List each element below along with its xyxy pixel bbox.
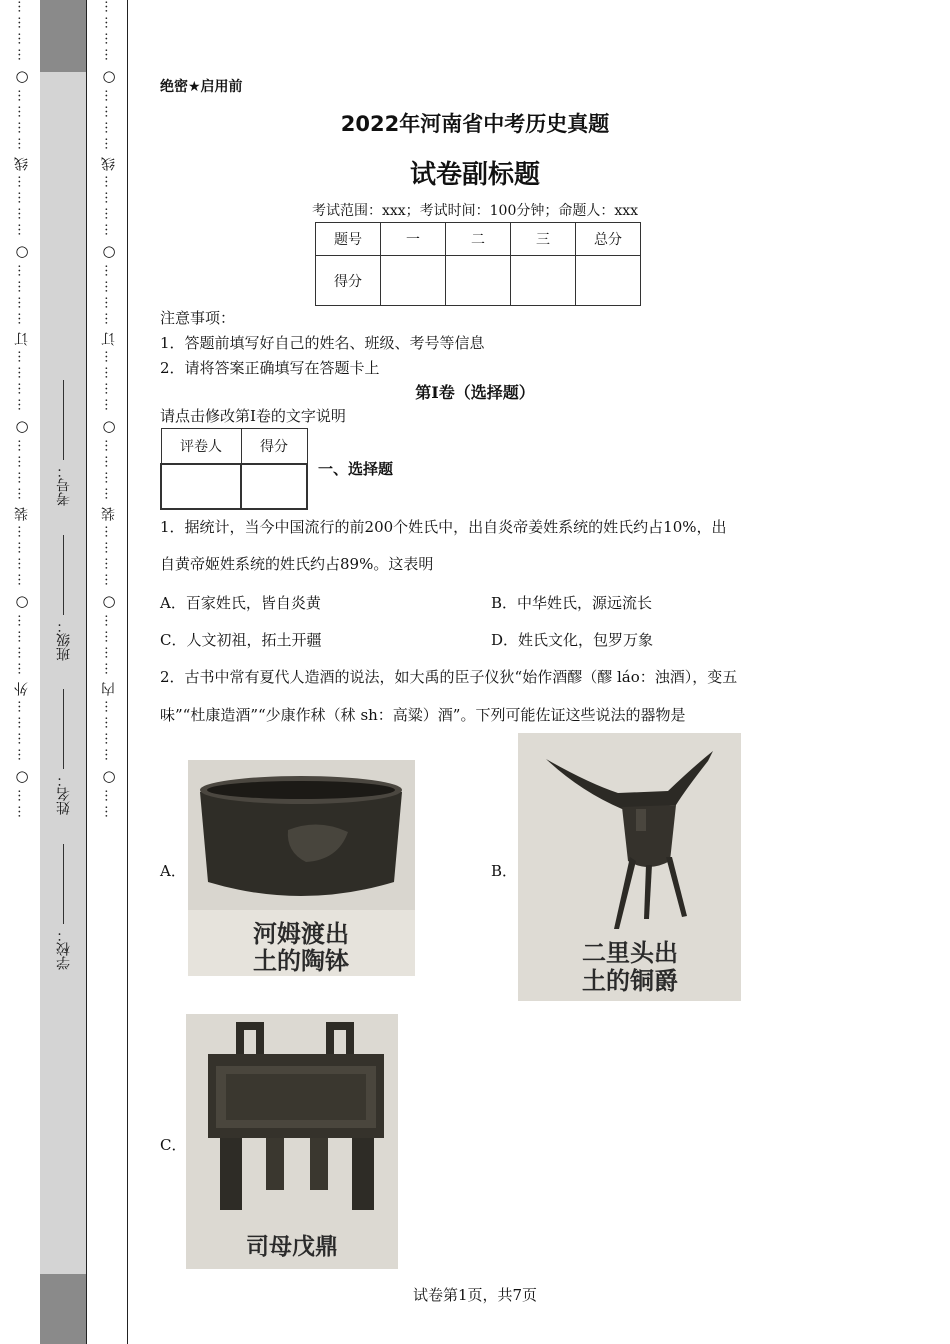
jue-caption-line-1: 二里头出	[582, 939, 678, 967]
dotted-line: …………	[14, 89, 30, 153]
score-cell[interactable]	[381, 256, 446, 306]
circle-mark: ○	[15, 767, 29, 785]
question-2-line-2: 味”“杜康造酒”“少康作秫（秫 sh：高粱）酒”。下列可能佐证这些说法的器物是	[160, 706, 686, 724]
pottery-bowl-photo[interactable]	[188, 760, 415, 976]
note-item: 1．答题前填写好自己的姓名、班级、考号等信息	[160, 334, 485, 352]
score-cell[interactable]	[511, 256, 576, 306]
circle-mark: ○	[102, 417, 116, 435]
dotted-line: …………	[101, 525, 117, 589]
binding-mark-xian: 线	[101, 157, 117, 171]
dotted-line: …………	[14, 0, 30, 64]
class-label: 班级：	[56, 618, 72, 661]
dotted-line: ……	[14, 789, 30, 821]
pottery-bowl-image	[188, 760, 415, 976]
school-field[interactable]	[54, 844, 74, 970]
section-title: 第I卷（选择题）	[415, 383, 535, 402]
section-description[interactable]: 请点击修改第I卷的文字说明	[160, 407, 346, 425]
dotted-line: …………	[14, 175, 30, 239]
exam-number-field[interactable]	[54, 380, 74, 506]
circle-mark: ○	[102, 592, 116, 610]
notes	[160, 306, 485, 381]
circle-mark: ○	[15, 67, 29, 85]
question-1-line-2: 自黄帝姬姓系统的姓氏约占89%。这表明	[160, 555, 434, 573]
binding-mark-wai: 外	[14, 682, 30, 696]
exam-number-blank	[64, 380, 65, 460]
pottery-caption-line-2: 土的陶钵	[253, 947, 349, 975]
dotted-line: ……	[101, 789, 117, 821]
secret-label: 绝密★启用前	[160, 79, 243, 95]
circle-mark: ○	[102, 67, 116, 85]
score-row-label: 得分	[316, 256, 381, 306]
binding-rule	[127, 0, 128, 1344]
score-header: 一	[381, 223, 446, 256]
dotted-line: …………	[14, 525, 30, 589]
bronze-jue-photo[interactable]	[518, 733, 741, 1001]
circle-mark: ○	[102, 242, 116, 260]
question-2-option-a-label[interactable]: A．	[160, 862, 186, 880]
ding-photo[interactable]	[186, 1014, 398, 1269]
grader-cell[interactable]	[161, 464, 241, 509]
binding-mark-ding: 订	[101, 332, 117, 346]
class-field[interactable]	[54, 535, 74, 661]
inner-binding-column	[91, 0, 127, 1344]
jue-caption-line-2: 土的铜爵	[582, 967, 678, 995]
question-1-line-1: 1．据统计，当今中国流行的前200个姓氏中，出自炎帝姜姓系统的姓氏约占10%，出	[160, 518, 727, 536]
question-1-option-c[interactable]: C．人文初祖，拓土开疆	[160, 631, 322, 649]
dotted-line: …………	[14, 350, 30, 414]
question-1-option-a[interactable]: A．百家姓氏，皆自炎黄	[160, 594, 321, 612]
grader-table	[160, 428, 308, 510]
question-2-line-1: 2．古书中常有夏代人造酒的说法，如大禹的臣子仪狄“始作酒醪（醪 láo：浊酒），变五	[160, 668, 738, 686]
school-blank	[64, 844, 65, 924]
page-subtitle: 试卷副标题	[409, 160, 540, 190]
page-footer: 试卷第1页，共7页	[412, 1286, 538, 1304]
name-label: 姓名：	[56, 773, 72, 816]
dotted-line: …………	[14, 614, 30, 678]
exam-number-label: 考号：	[56, 464, 72, 506]
outer-binding-column	[4, 0, 40, 1344]
score-header: 总分	[576, 223, 641, 256]
class-blank	[64, 535, 65, 615]
exam-info: 考试范围：xxx；考试时间：100分钟；命题人：xxx	[311, 203, 639, 219]
score-cell[interactable]	[446, 256, 511, 306]
name-field[interactable]	[54, 689, 74, 815]
binding-mark-zhuang: 装	[101, 507, 117, 521]
student-fields	[52, 380, 76, 970]
circle-mark: ○	[15, 592, 29, 610]
part-title: 一、选择题	[318, 460, 394, 478]
dotted-line: …………	[14, 439, 30, 503]
dotted-line: …………	[14, 264, 30, 328]
question-2-option-b-label[interactable]: B．	[491, 862, 518, 880]
binding-mark-zhuang: 装	[14, 507, 30, 521]
grader-cell[interactable]	[241, 464, 307, 509]
dotted-line: …………	[101, 175, 117, 239]
score-table	[315, 222, 641, 306]
school-label: 学校：	[56, 927, 72, 970]
score-header: 三	[511, 223, 576, 256]
dotted-line: …………	[101, 0, 117, 64]
band-cap-top	[40, 0, 86, 72]
binding-rule	[86, 0, 87, 1344]
binding-mark-xian: 线	[14, 157, 30, 171]
circle-mark: ○	[102, 767, 116, 785]
bronze-jue-image	[518, 733, 741, 1001]
grader-header: 得分	[241, 429, 307, 465]
dotted-line: …………	[101, 614, 117, 678]
pottery-caption-line-1: 河姆渡出	[253, 920, 349, 948]
notes-heading: 注意事项：	[160, 309, 236, 327]
binding-mark-ding: 订	[14, 332, 30, 346]
dotted-line: …………	[101, 264, 117, 328]
dotted-line: …………	[101, 89, 117, 153]
circle-mark: ○	[15, 242, 29, 260]
ding-image	[186, 1014, 398, 1269]
dotted-line: …………	[101, 700, 117, 764]
question-2-option-c-label[interactable]: C．	[160, 1136, 187, 1154]
score-cell[interactable]	[576, 256, 641, 306]
name-blank	[64, 689, 65, 769]
band-cap-bottom	[40, 1274, 86, 1344]
note-item: 2．请将答案正确填写在答题卡上	[160, 359, 380, 377]
dotted-line: …………	[14, 700, 30, 764]
grader-header: 评卷人	[161, 429, 241, 465]
question-1-option-d[interactable]: D．姓氏文化，包罗万象	[491, 631, 654, 649]
binding-mark-nei: 内	[101, 682, 117, 696]
dotted-line: …………	[101, 350, 117, 414]
score-header: 题号	[316, 223, 381, 256]
ding-caption: 司母戊鼎	[246, 1234, 338, 1260]
page-title: 2022年河南省中考历史真题	[340, 112, 610, 136]
question-1-option-b[interactable]: B．中华姓氏，源远流长	[491, 594, 653, 612]
dotted-line: …………	[101, 439, 117, 503]
circle-mark: ○	[15, 417, 29, 435]
score-header: 二	[446, 223, 511, 256]
